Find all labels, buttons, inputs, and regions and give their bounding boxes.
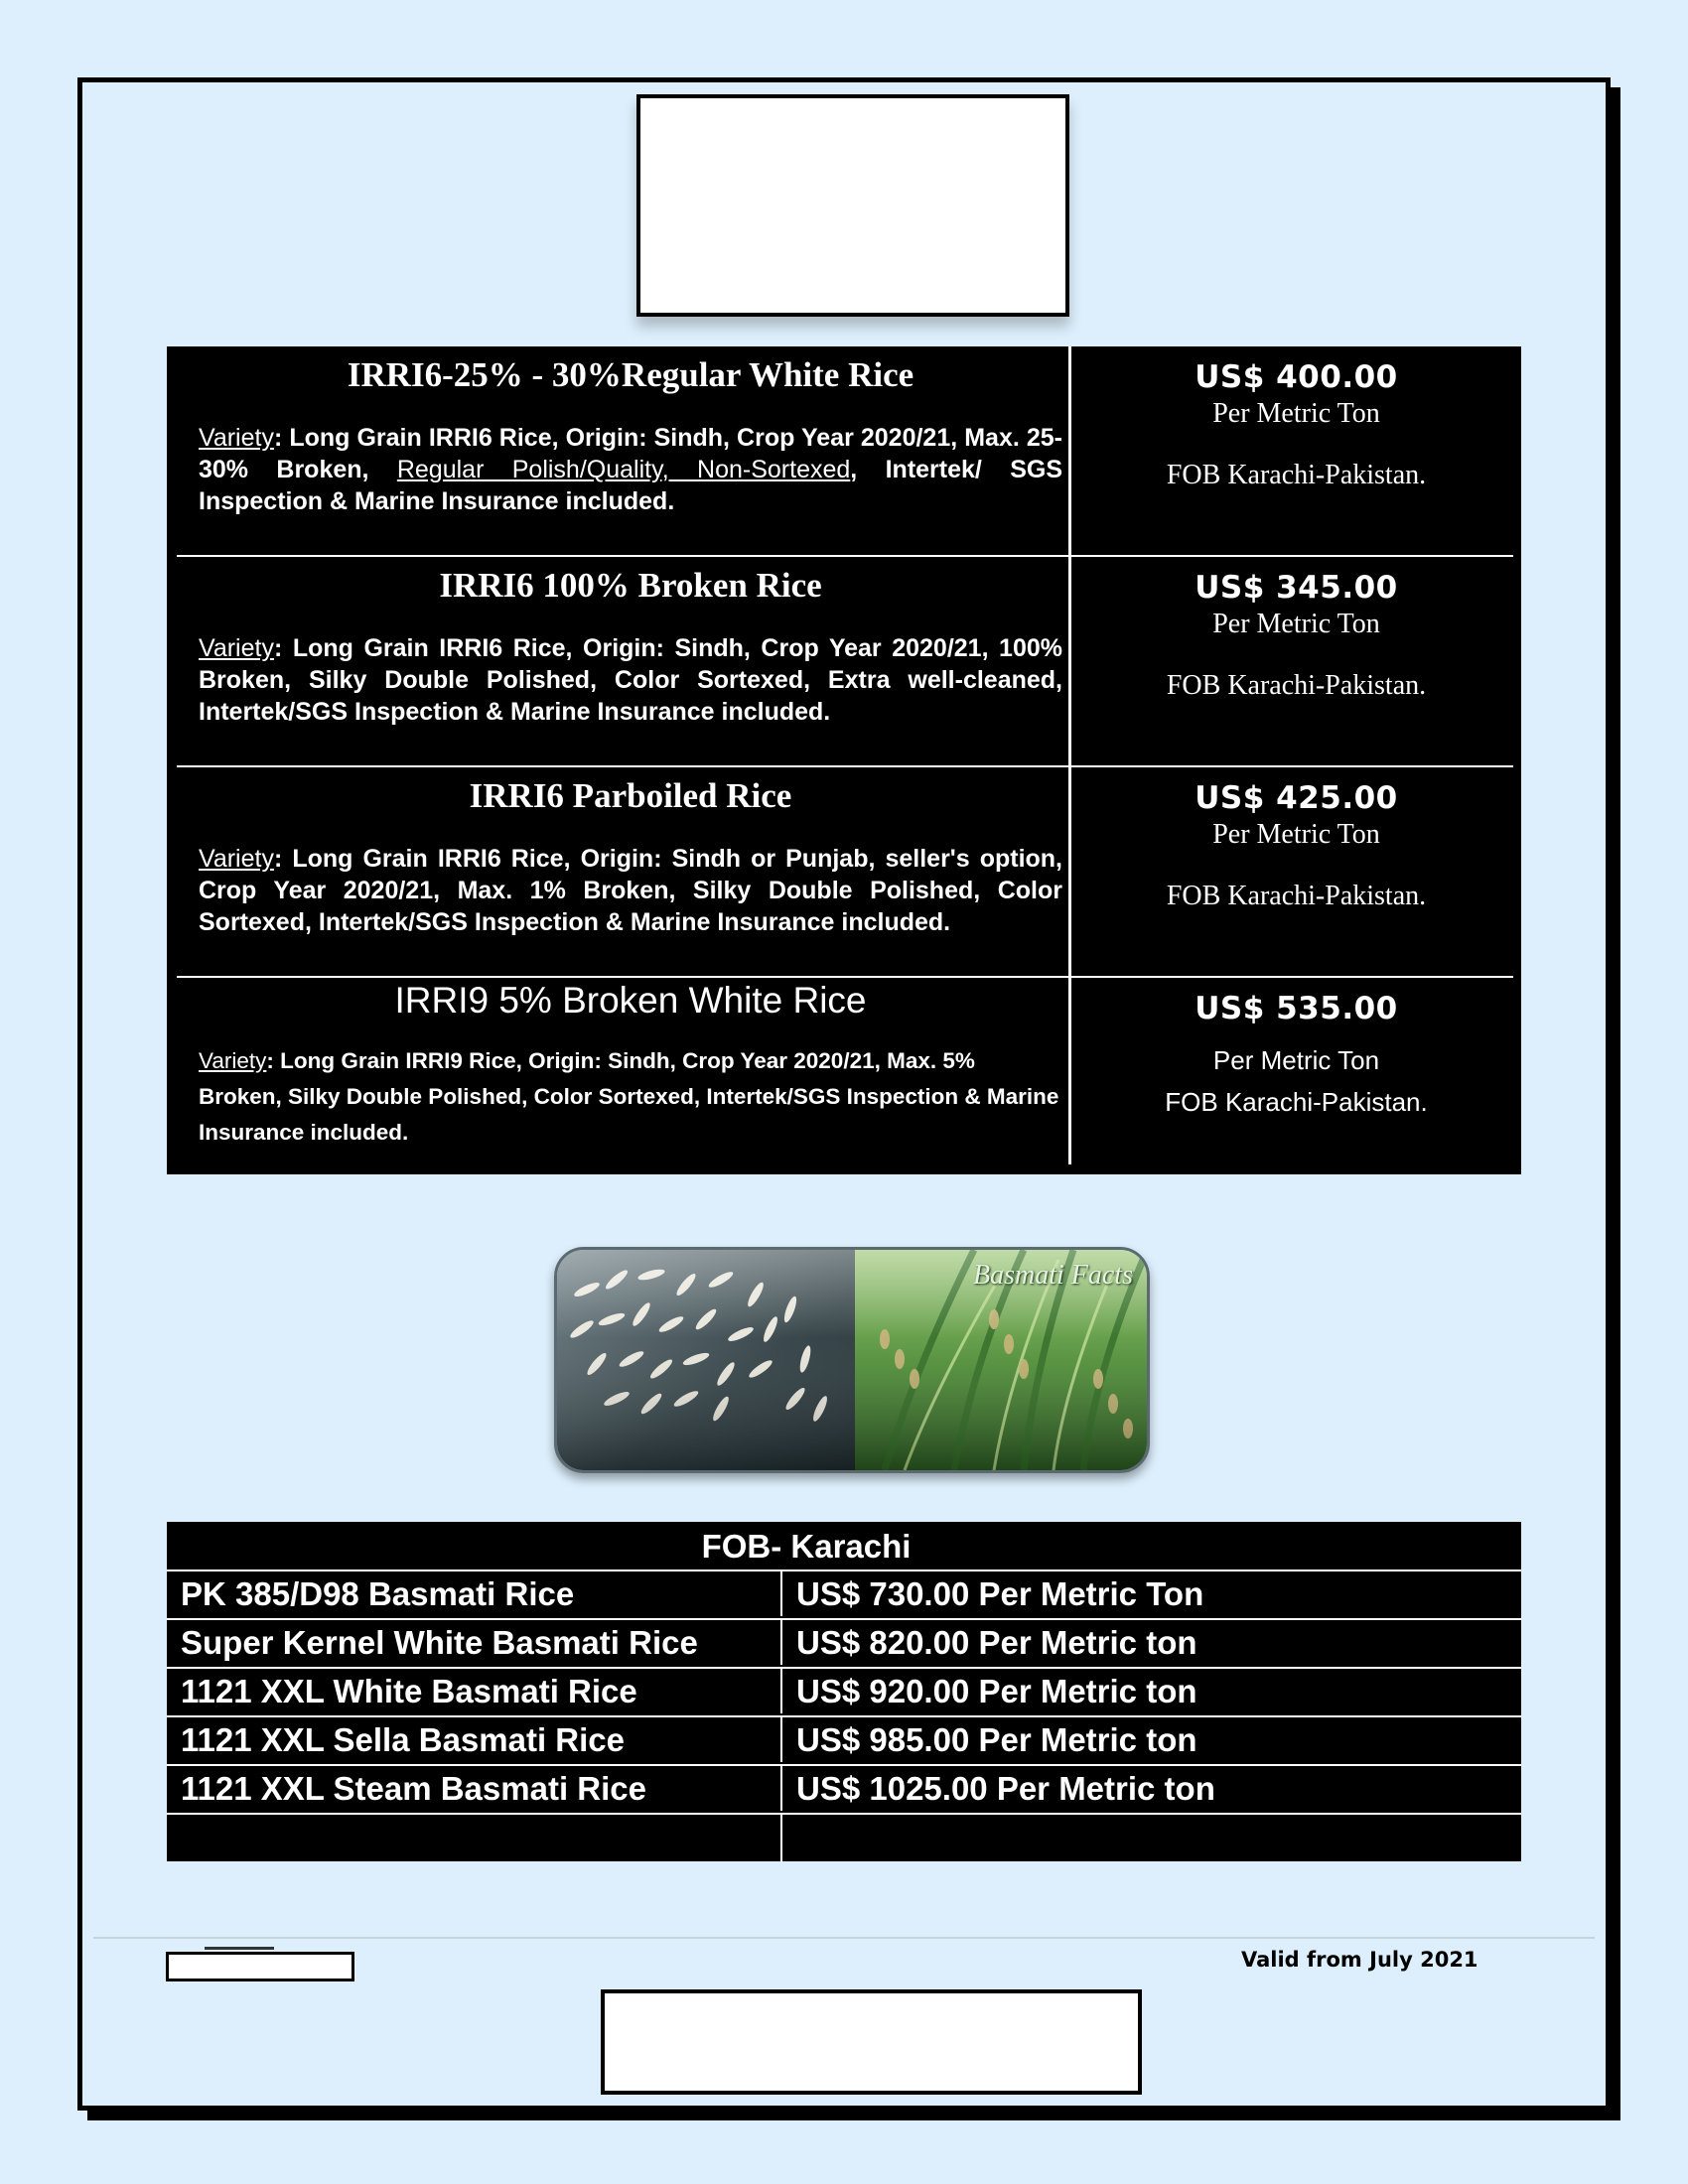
offer-terms: FOB Karachi-Pakistan.	[1166, 670, 1427, 701]
table-row	[167, 1715, 1521, 1762]
box-mark	[205, 1947, 274, 1956]
logo-placeholder	[636, 94, 1069, 317]
offer-price: US$ 400.00	[1195, 359, 1398, 395]
offer-row	[167, 346, 1521, 557]
offers-table	[167, 346, 1521, 1174]
table-row	[167, 1764, 1521, 1811]
valid-date: Valid from July 2021	[1241, 1948, 1478, 1972]
product-price: US$ 730.00 Per Metric Ton	[780, 1571, 1521, 1616]
offer-title: IRRI9 5% Broken White Rice	[394, 980, 867, 1021]
offer-details	[179, 767, 1078, 978]
offer-row	[167, 557, 1521, 767]
offer-price: US$ 425.00	[1195, 780, 1398, 816]
description-text: , Intertek/ SGS Inspection & Marine Insurance included.	[199, 456, 1063, 515]
description-text: : Long Grain IRRI9 Rice, Origin: Sindh, Crop Year 2020/21, Max. 5% Broken, Silky Double Polished, Color Sortexed, Intertek/SGS Inspection & Marine Insurance included.	[199, 1048, 1059, 1145]
product-name: 1121 XXL White Basmati Rice	[181, 1673, 637, 1709]
table-row	[167, 1570, 1521, 1616]
offer-price-cell	[1068, 978, 1521, 1164]
basmati-price-table	[167, 1522, 1521, 1861]
offer-terms: FOB Karachi-Pakistan.	[1165, 1087, 1428, 1117]
footer-divider	[93, 1937, 1595, 1939]
offer-unit: Per Metric Ton	[1212, 819, 1380, 850]
footer-box-placeholder	[601, 1989, 1142, 2095]
offer-unit: Per Metric Ton	[1212, 1045, 1380, 1075]
header-label: FOB- Karachi	[701, 1528, 912, 1565]
product-name: Super Kernel White Basmati Rice	[181, 1624, 698, 1661]
offer-price-cell	[1068, 557, 1521, 767]
offer-price-cell	[1068, 346, 1521, 557]
offer-title: IRRI6-25% - 30%Regular White Rice	[347, 355, 914, 394]
offer-unit: Per Metric Ton	[1212, 398, 1380, 429]
product-price	[780, 1815, 1521, 1861]
product-name: PK 385/D98 Basmati Rice	[181, 1575, 575, 1612]
offer-description	[199, 843, 1062, 938]
offer-title: IRRI6 100% Broken Rice	[439, 566, 822, 605]
description-underlined: Regular Polish/Quality, Non-Sortexed	[396, 456, 851, 483]
offer-price: US$ 535.00	[1195, 991, 1398, 1026]
description-text: : Long Grain IRRI6 Rice, Origin: Sindh, Crop Year 2020/21, Max. 25-30% Broken,	[199, 424, 1062, 483]
variety-label: Variety	[199, 634, 274, 662]
offer-details	[179, 978, 1078, 1164]
footer-small-box	[166, 1952, 354, 1981]
offer-price-cell	[1068, 767, 1521, 978]
offer-row	[167, 767, 1521, 978]
offer-details	[179, 557, 1078, 767]
offer-row	[167, 978, 1521, 1164]
variety-label: Variety	[199, 845, 274, 873]
offer-terms: FOB Karachi-Pakistan.	[1166, 460, 1427, 490]
offer-details	[179, 346, 1078, 557]
product-name: 1121 XXL Steam Basmati Rice	[181, 1770, 646, 1807]
product-price: US$ 985.00 Per Metric ton	[780, 1717, 1521, 1762]
image-caption: Basmati Facts	[973, 1260, 1133, 1291]
offer-unit: Per Metric Ton	[1212, 609, 1380, 639]
offer-price: US$ 345.00	[1195, 570, 1398, 606]
product-name: 1121 XXL Sella Basmati Rice	[181, 1721, 625, 1758]
offer-title: IRRI6 Parboiled Rice	[469, 776, 792, 815]
product-name	[181, 1815, 776, 1859]
basmati-facts-image	[554, 1247, 1150, 1473]
variety-label: Variety	[199, 424, 274, 452]
variety-label: Variety	[199, 1048, 267, 1073]
offer-terms: FOB Karachi-Pakistan.	[1166, 881, 1427, 911]
description-text: : Long Grain IRRI6 Rice, Origin: Sindh, Crop Year 2020/21, 100% Broken, Silky Double Polished, Color Sortexed, Extra well-cleaned, Intertek/SGS Inspection & Marine Insurance included.	[199, 634, 1062, 726]
offer-description	[199, 632, 1062, 728]
table-row-empty	[167, 1813, 1521, 1861]
product-price: US$ 920.00 Per Metric ton	[780, 1669, 1521, 1713]
offer-description	[199, 1043, 1062, 1151]
offer-description	[199, 422, 1062, 517]
table-row	[167, 1618, 1521, 1665]
product-price: US$ 1025.00 Per Metric ton	[780, 1766, 1521, 1811]
description-text: : Long Grain IRRI6 Rice, Origin: Sindh or Punjab, seller's option, Crop Year 2020/21, Max. 1% Broken, Silky Double Polished, Color Sortexed, Intertek/SGS Inspection & Marine Insurance included.	[199, 845, 1062, 936]
product-price: US$ 820.00 Per Metric ton	[780, 1620, 1521, 1665]
table-header	[167, 1522, 1521, 1570]
table-row	[167, 1667, 1521, 1713]
